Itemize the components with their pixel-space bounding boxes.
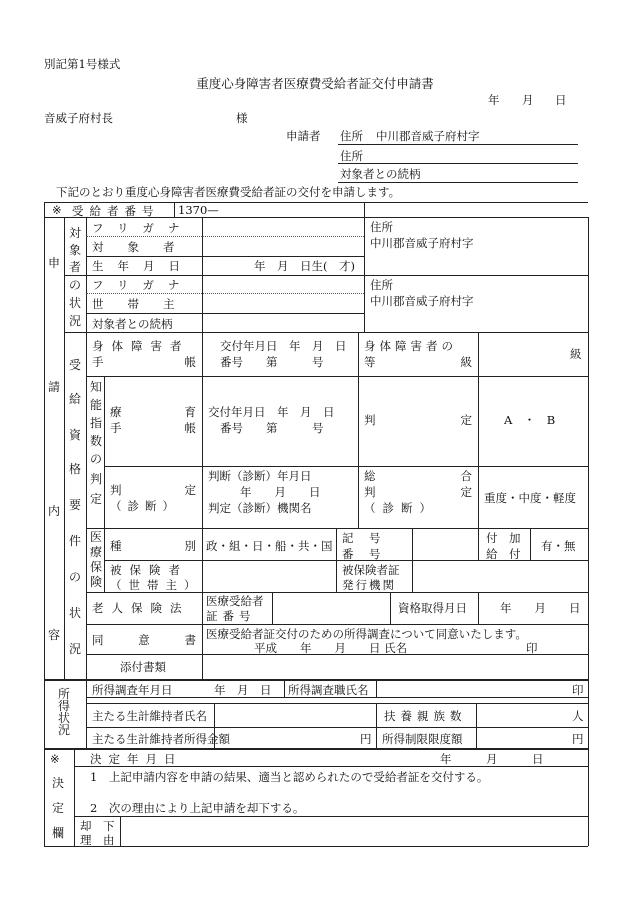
physical-issue-number[interactable]: 番号 第 号 bbox=[220, 355, 324, 369]
grid-line bbox=[174, 202, 175, 217]
grid-line bbox=[272, 592, 273, 624]
grid-line bbox=[86, 293, 364, 294]
diag-date-format[interactable]: 年 月 日 bbox=[240, 485, 321, 499]
grid-line bbox=[202, 592, 203, 624]
applicant-address-value[interactable]: 中川郡音威子府村字 bbox=[376, 129, 480, 143]
applicant-relation-label: 対象者との続柄 bbox=[340, 167, 421, 181]
qualification-date-label: 資格取得月日 bbox=[398, 601, 467, 615]
furigana-label: フリガナ bbox=[92, 221, 194, 235]
rehab-label-2: 手 帳 bbox=[110, 421, 196, 435]
eligibility-label-char: 件 bbox=[68, 534, 81, 548]
grid-line bbox=[86, 703, 588, 704]
side-label-char: 容 bbox=[47, 628, 60, 642]
grid-line bbox=[86, 236, 202, 237]
date-year: 年 bbox=[488, 93, 500, 107]
benefit-label-1: 付 加 bbox=[486, 531, 521, 545]
decision-item-2[interactable]: 2 次の理由により上記申請を却下する。 bbox=[90, 801, 305, 815]
intellectual-label-char: 知 bbox=[89, 380, 102, 394]
grid-line bbox=[478, 332, 479, 376]
subject-address-value[interactable]: 中川郡音威子府村字 bbox=[370, 236, 474, 250]
grid-line bbox=[86, 217, 87, 679]
applicant-label: 申請者 bbox=[286, 129, 321, 143]
person-unit: 人 bbox=[572, 709, 584, 723]
severity-options[interactable]: 重度・中度・軽度 bbox=[484, 491, 576, 505]
addressee: 音威子府村長 bbox=[44, 111, 113, 125]
grid-line bbox=[390, 592, 391, 624]
insured-label-1: 被保険者 bbox=[110, 563, 188, 577]
grid-line bbox=[120, 816, 121, 846]
dependents-label: 扶養親族数 bbox=[384, 709, 467, 723]
grid-line bbox=[64, 275, 588, 276]
grid-line bbox=[44, 748, 588, 750]
main-earner-income-label: 主たる生計維持者所得金額 bbox=[92, 732, 230, 746]
birthdate-label: 生年月日 bbox=[92, 259, 194, 273]
consent-seal: 印 bbox=[526, 641, 538, 655]
honorific: 様 bbox=[236, 111, 248, 125]
diag-label-2: （診断） bbox=[110, 499, 180, 513]
subject-label-char: 者 bbox=[68, 260, 81, 274]
total-label-3: （診断） bbox=[364, 501, 438, 515]
grid-line bbox=[478, 376, 479, 528]
decision-label-char: 定 bbox=[51, 801, 64, 815]
intellectual-label-char: 定 bbox=[89, 492, 102, 506]
relation-label: 対象者との続柄 bbox=[92, 317, 173, 331]
grid-line bbox=[376, 703, 377, 748]
eligibility-label-char: 給 bbox=[68, 392, 81, 406]
yen-unit-2: 円 bbox=[572, 732, 584, 746]
grid-line bbox=[104, 466, 588, 467]
date-day: 日 bbox=[555, 93, 567, 107]
applicant-address2-label: 住所 bbox=[340, 149, 363, 163]
number-label: 番 号 bbox=[342, 547, 383, 561]
subject-label-char: 況 bbox=[68, 314, 81, 328]
intellectual-label-char: の bbox=[89, 452, 102, 466]
grid-line bbox=[376, 679, 377, 697]
physical-label-1: 身体障害者 bbox=[92, 339, 190, 353]
intellectual-label-char: 指 bbox=[89, 416, 102, 430]
subject-label-char: 対 bbox=[68, 226, 81, 240]
benefit-options[interactable]: 有・無 bbox=[541, 539, 576, 553]
income-label-char: 況 bbox=[57, 723, 70, 737]
intellectual-label-char: 能 bbox=[89, 398, 102, 412]
judgment-label: 判 定 bbox=[364, 413, 472, 427]
grid-line bbox=[476, 703, 477, 748]
subject-label-char: 状 bbox=[68, 296, 81, 310]
consent-text: 医療受給者証交付のための所得調査について同意いたします。 bbox=[206, 627, 527, 641]
income-label-char: 所 bbox=[57, 687, 70, 701]
type-options[interactable]: 政・組・日・船・共・国 bbox=[206, 539, 333, 553]
grade-unit: 級 bbox=[570, 347, 582, 361]
decision-label-char: 欄 bbox=[51, 826, 64, 840]
survey-date-format[interactable]: 年 月 日 bbox=[214, 683, 272, 697]
symbol-label: 記 号 bbox=[342, 531, 383, 545]
total-label-1: 総 合 bbox=[364, 469, 472, 483]
attachments-label: 添付書類 bbox=[120, 660, 166, 674]
underline bbox=[338, 144, 578, 145]
grade-label-2: 等 級 bbox=[364, 355, 472, 369]
rehab-label-1: 療 育 bbox=[110, 405, 196, 419]
insured-cert-label-1: 被保険者証 bbox=[342, 563, 400, 577]
decision-asterisk: ※ bbox=[50, 752, 60, 766]
underline bbox=[338, 163, 578, 164]
surveyor-label: 所得調査職氏名 bbox=[288, 683, 369, 697]
surveyor-seal: 印 bbox=[572, 683, 584, 697]
eligibility-label-char: 資 bbox=[68, 428, 81, 442]
grade-label-1: 身体障害者の bbox=[364, 339, 457, 353]
diag-date-label: 判断（診断）年月日 bbox=[208, 469, 312, 483]
decision-label-char: 決 bbox=[51, 776, 64, 790]
underline bbox=[338, 182, 578, 183]
grid-line bbox=[86, 313, 364, 314]
elderly-label: 老人保険法 bbox=[92, 601, 190, 615]
householder-label: 世帯主 bbox=[92, 297, 199, 311]
consent-sign[interactable]: 平成 年 月 日 氏名 bbox=[254, 641, 408, 655]
grid-line bbox=[86, 376, 588, 377]
intellectual-label-char: 数 bbox=[89, 434, 102, 448]
grid-line bbox=[86, 727, 588, 728]
yen-unit: 円 bbox=[360, 732, 372, 746]
table-border bbox=[44, 846, 588, 847]
birthdate-format[interactable]: 年 月 日生( 才) bbox=[254, 259, 355, 273]
grid-line bbox=[478, 592, 479, 624]
recipient-number-label: 受給者番号 bbox=[72, 204, 160, 218]
eligibility-label-char: 格 bbox=[68, 462, 81, 476]
side-label-char: 申 bbox=[47, 256, 60, 270]
reject-reason-label-1: 却 下 bbox=[80, 819, 115, 833]
eligibility-label-char: 況 bbox=[68, 642, 81, 656]
subject-address-label: 住所 bbox=[370, 220, 393, 234]
decision-item-1[interactable]: 1 上記申請内容を申請の結果、適当と認められたので受給者証を交付する。 bbox=[90, 770, 489, 784]
main-earner-label: 主たる生計維持者氏名 bbox=[92, 709, 207, 723]
subject-label-char: の bbox=[68, 278, 81, 292]
diag-label-1: 判 定 bbox=[110, 483, 196, 497]
intellectual-label-char: 判 bbox=[89, 472, 102, 486]
grid-line bbox=[358, 332, 359, 376]
medical-cert-label-1: 医療受給者 bbox=[206, 594, 264, 608]
rehab-issue-number[interactable]: 番号 第 号 bbox=[220, 421, 324, 435]
grid-line bbox=[86, 624, 588, 625]
side-label-char: 請 bbox=[47, 380, 60, 394]
grid-line bbox=[44, 679, 588, 681]
grid-line bbox=[202, 624, 203, 679]
judgment-value[interactable]: A ・ B bbox=[504, 413, 556, 427]
income-label-char: 得 bbox=[57, 699, 70, 713]
reject-reason-label-2: 理 由 bbox=[80, 833, 115, 847]
table-border bbox=[588, 217, 589, 846]
asterisk-mark: ※ bbox=[52, 203, 62, 217]
grid-line bbox=[86, 528, 588, 529]
consent-label: 同 意 書 bbox=[92, 633, 196, 647]
grid-line bbox=[202, 332, 203, 376]
decision-date-format[interactable]: 年 月 日 bbox=[440, 752, 544, 766]
recipient-number-prefix[interactable]: 1370— bbox=[178, 203, 219, 217]
diag-org-label: 判定（診断）機関名 bbox=[208, 501, 312, 515]
physical-label-2: 手 帳 bbox=[92, 355, 196, 369]
subject-label-char: 象 bbox=[68, 243, 81, 257]
form-number: 別記第1号様式 bbox=[44, 57, 121, 71]
intro-text: 下記のとおり重度心身障害者医療費受給者証の交付を申請します。 bbox=[56, 185, 401, 199]
eligibility-label-char: 受 bbox=[68, 358, 81, 372]
grid-line bbox=[74, 816, 588, 817]
grid-line bbox=[358, 376, 359, 528]
form-title: 重度心身障害者医療費受給者証交付申請書 bbox=[196, 76, 434, 91]
eligibility-label-char: 状 bbox=[68, 606, 81, 620]
grid-line bbox=[364, 202, 365, 217]
side-label-char: 内 bbox=[47, 504, 60, 518]
physical-issue-date[interactable]: 交付年月日 年 月 日 bbox=[220, 339, 347, 353]
date-month: 月 bbox=[522, 93, 534, 107]
qualification-date-format[interactable]: 年 月 日 bbox=[500, 601, 581, 615]
grid-line bbox=[86, 679, 87, 748]
insurance-label-char: 医 bbox=[89, 530, 102, 544]
insurance-label-char: 険 bbox=[89, 575, 102, 589]
insured-label-2: （世帯主） bbox=[110, 578, 203, 592]
subject-person-label: 対象者 bbox=[92, 240, 199, 254]
survey-date-label: 所得調査年月日 bbox=[92, 683, 173, 697]
grid-line bbox=[530, 528, 531, 560]
grid-line bbox=[74, 748, 75, 846]
type-label: 種 別 bbox=[110, 539, 196, 553]
grid-line bbox=[86, 256, 364, 257]
grid-line bbox=[478, 528, 479, 560]
rehab-issue-date[interactable]: 交付年月日 年 月 日 bbox=[208, 405, 335, 419]
grid-line bbox=[202, 376, 203, 528]
eligibility-label-char: 要 bbox=[68, 498, 81, 512]
applicant-address-label: 住所 bbox=[340, 129, 363, 143]
income-limit-label: 所得制限限度額 bbox=[382, 732, 463, 746]
grid-line bbox=[104, 376, 105, 528]
insurance-label-char: 保 bbox=[89, 560, 102, 574]
grid-line bbox=[64, 332, 588, 333]
income-label-char: 状 bbox=[57, 711, 70, 725]
householder-address-value[interactable]: 中川郡音威子府村字 bbox=[370, 294, 474, 308]
insurance-label-char: 療 bbox=[89, 545, 102, 559]
insured-cert-label-2: 発行機関 bbox=[342, 578, 396, 592]
eligibility-label-char: の bbox=[68, 570, 81, 584]
medical-cert-label-2: 証番号 bbox=[206, 609, 256, 623]
grid-line bbox=[284, 679, 285, 697]
benefit-label-2: 給 付 bbox=[486, 547, 521, 561]
grid-line bbox=[64, 217, 65, 679]
householder-address-label: 住所 bbox=[370, 278, 393, 292]
grid-line bbox=[202, 236, 364, 237]
total-label-2: 判 定 bbox=[364, 485, 472, 499]
decision-date-label: 決定年月日 bbox=[90, 752, 183, 766]
furigana-label-householder: フリガナ bbox=[92, 278, 194, 292]
